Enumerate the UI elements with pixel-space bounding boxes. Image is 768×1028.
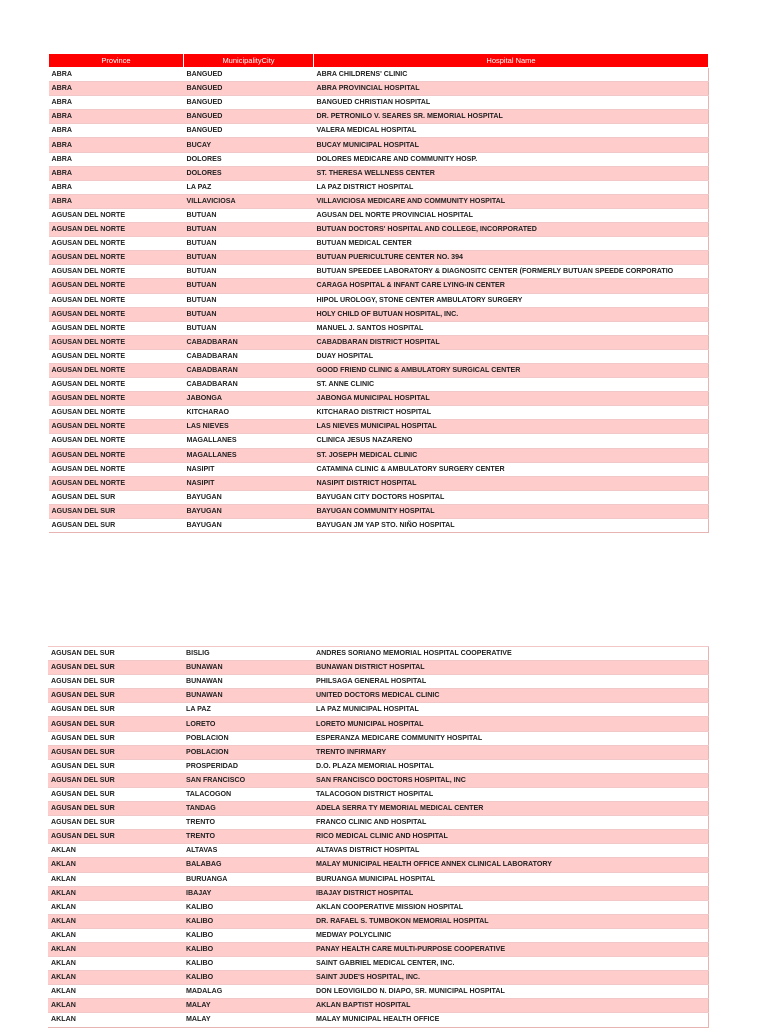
cell-province: AGUSAN DEL NORTE [49, 321, 184, 335]
cell-province: AGUSAN DEL NORTE [49, 265, 184, 279]
cell-province: AKLAN [48, 942, 183, 956]
header-hospital-name: Hospital Name [314, 54, 709, 68]
cell-municipality: BUNAWAN [183, 675, 313, 689]
table-row [49, 434, 709, 448]
cell-hospital-name: PHILSAGA GENERAL HOSPITAL [313, 675, 708, 689]
cell-hospital-name: DR. PETRONILO V. SEARES SR. MEMORIAL HOSPITAL [314, 110, 709, 124]
cell-municipality: MAGALLANES [184, 434, 314, 448]
cell-province: AKLAN [48, 844, 183, 858]
cell-municipality: BUTUAN [184, 251, 314, 265]
cell-municipality: BUTUAN [184, 208, 314, 222]
table-row [48, 971, 708, 985]
cell-municipality: POBLACION [183, 745, 313, 759]
cell-hospital-name: BANGUED CHRISTIAN HOSPITAL [314, 96, 709, 110]
cell-municipality: BANGUED [184, 82, 314, 96]
cell-province: AGUSAN DEL SUR [48, 703, 183, 717]
cell-municipality: LORETO [183, 717, 313, 731]
cell-province: AGUSAN DEL SUR [49, 490, 184, 504]
cell-hospital-name: ANDRES SORIANO MEMORIAL HOSPITAL COOPERATIVE [313, 647, 708, 661]
table-row [49, 265, 709, 279]
cell-province: AGUSAN DEL SUR [48, 675, 183, 689]
cell-hospital-name: DOLORES MEDICARE AND COMMUNITY HOSP. [314, 152, 709, 166]
cell-province: ABRA [49, 68, 184, 82]
cell-municipality: KITCHARAO [184, 406, 314, 420]
cell-province: AGUSAN DEL NORTE [49, 462, 184, 476]
table-row [48, 689, 708, 703]
table-row [49, 166, 709, 180]
table-body-bottom [48, 647, 708, 1028]
cell-municipality: PROSPERIDAD [183, 759, 313, 773]
cell-province: AGUSAN DEL NORTE [49, 307, 184, 321]
cell-province: AGUSAN DEL NORTE [49, 237, 184, 251]
cell-province: ABRA [49, 166, 184, 180]
cell-hospital-name: AKLAN COOPERATIVE MISSION HOSPITAL [313, 900, 708, 914]
table-row [49, 462, 709, 476]
table-row [48, 1013, 708, 1027]
cell-province: AGUSAN DEL NORTE [49, 378, 184, 392]
table-row [48, 787, 708, 801]
cell-province: AKLAN [48, 858, 183, 872]
cell-municipality: BUTUAN [184, 293, 314, 307]
cell-municipality: BAYUGAN [184, 519, 314, 533]
cell-province: AGUSAN DEL SUR [49, 504, 184, 518]
cell-municipality: KALIBO [183, 942, 313, 956]
cell-hospital-name: ABRA PROVINCIAL HOSPITAL [314, 82, 709, 96]
table-row [48, 661, 708, 675]
cell-province: AGUSAN DEL SUR [48, 717, 183, 731]
cell-municipality: POBLACION [183, 731, 313, 745]
cell-province: AGUSAN DEL NORTE [49, 251, 184, 265]
cell-hospital-name: CATAMINA CLINIC & AMBULATORY SURGERY CENTER [314, 462, 709, 476]
cell-hospital-name: LA PAZ MUNICIPAL HOSPITAL [313, 703, 708, 717]
table-row [49, 519, 709, 533]
cell-hospital-name: MALAY MUNICIPAL HEALTH OFFICE [313, 1013, 708, 1027]
cell-hospital-name: ABRA CHILDRENS' CLINIC [314, 68, 709, 82]
table-row [49, 194, 709, 208]
cell-province: AKLAN [48, 900, 183, 914]
cell-municipality: DOLORES [184, 166, 314, 180]
cell-hospital-name: D.O. PLAZA MEMORIAL HOSPITAL [313, 759, 708, 773]
table-row [48, 647, 708, 661]
cell-municipality: KALIBO [183, 971, 313, 985]
cell-province: ABRA [49, 138, 184, 152]
table-row [49, 420, 709, 434]
table-row [49, 504, 709, 518]
table-row [49, 335, 709, 349]
cell-hospital-name: SAINT JUDE'S HOSPITAL, INC. [313, 971, 708, 985]
cell-hospital-name: KITCHARAO DISTRICT HOSPITAL [314, 406, 709, 420]
cell-hospital-name: SAINT GABRIEL MEDICAL CENTER, INC. [313, 957, 708, 971]
header-row [49, 54, 709, 68]
cell-municipality: MAGALLANES [184, 448, 314, 462]
table-row [49, 96, 709, 110]
table-row [48, 773, 708, 787]
cell-municipality: BAYUGAN [184, 504, 314, 518]
cell-municipality: BANGUED [184, 68, 314, 82]
cell-hospital-name: ADELA SERRA TY MEMORIAL MEDICAL CENTER [313, 802, 708, 816]
cell-province: AGUSAN DEL SUR [48, 647, 183, 661]
cell-municipality: CABADBARAN [184, 349, 314, 363]
cell-municipality: TALACOGON [183, 787, 313, 801]
table-row [49, 349, 709, 363]
table-row [48, 816, 708, 830]
table-row [48, 858, 708, 872]
hospital-table-bottom [48, 646, 709, 1028]
cell-province: ABRA [49, 96, 184, 110]
cell-municipality: LA PAZ [184, 180, 314, 194]
cell-hospital-name: BAYUGAN COMMUNITY HOSPITAL [314, 504, 709, 518]
cell-province: AGUSAN DEL NORTE [49, 476, 184, 490]
cell-hospital-name: CABADBARAN DISTRICT HOSPITAL [314, 335, 709, 349]
cell-hospital-name: TRENTO INFIRMARY [313, 745, 708, 759]
table-row [48, 928, 708, 942]
cell-province: AGUSAN DEL NORTE [49, 392, 184, 406]
table-body-top [49, 68, 709, 533]
table-row [48, 886, 708, 900]
cell-province: AGUSAN DEL SUR [48, 731, 183, 745]
cell-municipality: IBAJAY [183, 886, 313, 900]
cell-hospital-name: LA PAZ DISTRICT HOSPITAL [314, 180, 709, 194]
table-row [49, 279, 709, 293]
cell-municipality: SAN FRANCISCO [183, 773, 313, 787]
cell-hospital-name: VILLAVICIOSA MEDICARE AND COMMUNITY HOSPITAL [314, 194, 709, 208]
cell-hospital-name: HOLY CHILD OF BUTUAN HOSPITAL, INC. [314, 307, 709, 321]
cell-hospital-name: PANAY HEALTH CARE MULTI-PURPOSE COOPERATIVE [313, 942, 708, 956]
table-row [49, 138, 709, 152]
cell-municipality: MADALAG [183, 985, 313, 999]
cell-hospital-name: FRANCO CLINIC AND HOSPITAL [313, 816, 708, 830]
cell-municipality: BALABAG [183, 858, 313, 872]
table-row [49, 82, 709, 96]
cell-hospital-name: ST. ANNE CLINIC [314, 378, 709, 392]
cell-province: AGUSAN DEL NORTE [49, 434, 184, 448]
cell-hospital-name: BUTUAN MEDICAL CENTER [314, 237, 709, 251]
cell-province: AGUSAN DEL NORTE [49, 335, 184, 349]
cell-hospital-name: RICO MEDICAL CLINIC AND HOSPITAL [313, 830, 708, 844]
cell-hospital-name: BUNAWAN DISTRICT HOSPITAL [313, 661, 708, 675]
table-row [48, 717, 708, 731]
cell-municipality: LA PAZ [183, 703, 313, 717]
cell-municipality: CABADBARAN [184, 335, 314, 349]
cell-province: AKLAN [48, 957, 183, 971]
cell-municipality: BAYUGAN [184, 490, 314, 504]
cell-hospital-name: MANUEL J. SANTOS HOSPITAL [314, 321, 709, 335]
cell-province: AKLAN [48, 985, 183, 999]
cell-hospital-name: TALACOGON DISTRICT HOSPITAL [313, 787, 708, 801]
table-row [49, 490, 709, 504]
cell-municipality: BUCAY [184, 138, 314, 152]
cell-hospital-name: BUCAY MUNICIPAL HOSPITAL [314, 138, 709, 152]
cell-municipality: BANGUED [184, 124, 314, 138]
cell-hospital-name: GOOD FRIEND CLINIC & AMBULATORY SURGICAL CENTER [314, 363, 709, 377]
cell-hospital-name: BUTUAN DOCTORS' HOSPITAL AND COLLEGE, INCORPORATED [314, 223, 709, 237]
cell-municipality: BUNAWAN [183, 689, 313, 703]
cell-municipality: BURUANGA [183, 872, 313, 886]
cell-province: ABRA [49, 194, 184, 208]
cell-province: AKLAN [48, 1013, 183, 1027]
cell-province: ABRA [49, 82, 184, 96]
cell-municipality: LAS NIEVES [184, 420, 314, 434]
cell-province: AGUSAN DEL SUR [48, 661, 183, 675]
cell-hospital-name: DUAY HOSPITAL [314, 349, 709, 363]
table-row [49, 110, 709, 124]
cell-hospital-name: IBAJAY DISTRICT HOSPITAL [313, 886, 708, 900]
cell-province: AGUSAN DEL NORTE [49, 363, 184, 377]
cell-municipality: NASIPIT [184, 476, 314, 490]
cell-municipality: TRENTO [183, 830, 313, 844]
table-row [48, 914, 708, 928]
table-row [49, 321, 709, 335]
cell-municipality: ALTAVAS [183, 844, 313, 858]
table-row [48, 844, 708, 858]
cell-province: AGUSAN DEL SUR [48, 802, 183, 816]
cell-hospital-name: LORETO MUNICIPAL HOSPITAL [313, 717, 708, 731]
cell-province: AKLAN [48, 886, 183, 900]
cell-municipality: TANDAG [183, 802, 313, 816]
cell-province: ABRA [49, 152, 184, 166]
cell-province: AGUSAN DEL NORTE [49, 208, 184, 222]
table-row [49, 363, 709, 377]
cell-province: AGUSAN DEL SUR [48, 830, 183, 844]
cell-hospital-name: DON LEOVIGILDO N. DIAPO, SR. MUNICIPAL HOSPITAL [313, 985, 708, 999]
table-row [49, 307, 709, 321]
cell-hospital-name: MALAY MUNICIPAL HEALTH OFFICE ANNEX CLINICAL LABORATORY [313, 858, 708, 872]
table-row [48, 759, 708, 773]
table-row [49, 476, 709, 490]
table-row [49, 152, 709, 166]
table-row [49, 392, 709, 406]
cell-municipality: NASIPIT [184, 462, 314, 476]
cell-hospital-name: UNITED DOCTORS MEDICAL CLINIC [313, 689, 708, 703]
cell-province: AKLAN [48, 872, 183, 886]
cell-province: AKLAN [48, 928, 183, 942]
cell-province: AGUSAN DEL SUR [48, 773, 183, 787]
cell-hospital-name: ST. THERESA WELLNESS CENTER [314, 166, 709, 180]
cell-municipality: BUTUAN [184, 307, 314, 321]
cell-municipality: MALAY [183, 1013, 313, 1027]
cell-municipality: CABADBARAN [184, 378, 314, 392]
table-row [48, 745, 708, 759]
cell-hospital-name: AGUSAN DEL NORTE PROVINCIAL HOSPITAL [314, 208, 709, 222]
table-row [48, 957, 708, 971]
table-row [49, 448, 709, 462]
table-row [48, 872, 708, 886]
cell-province: AGUSAN DEL SUR [48, 689, 183, 703]
cell-municipality: BUTUAN [184, 237, 314, 251]
cell-municipality: TRENTO [183, 816, 313, 830]
cell-municipality: VILLAVICIOSA [184, 194, 314, 208]
cell-province: AKLAN [48, 999, 183, 1013]
table-row [49, 251, 709, 265]
table-row [49, 406, 709, 420]
cell-hospital-name: SAN FRANCISCO DOCTORS HOSPITAL, INC [313, 773, 708, 787]
cell-province: AGUSAN DEL SUR [48, 816, 183, 830]
cell-hospital-name: BAYUGAN JM YAP STO. NIÑO HOSPITAL [314, 519, 709, 533]
header-province: Province [49, 54, 184, 68]
cell-municipality: JABONGA [184, 392, 314, 406]
cell-hospital-name: CARAGA HOSPITAL & INFANT CARE LYING-IN CENTER [314, 279, 709, 293]
cell-province: AGUSAN DEL NORTE [49, 279, 184, 293]
cell-province: AKLAN [48, 914, 183, 928]
cell-municipality: BUNAWAN [183, 661, 313, 675]
cell-province: AGUSAN DEL SUR [48, 759, 183, 773]
cell-municipality: BANGUED [184, 96, 314, 110]
cell-province: AGUSAN DEL NORTE [49, 349, 184, 363]
cell-municipality: KALIBO [183, 957, 313, 971]
cell-province: AGUSAN DEL NORTE [49, 293, 184, 307]
cell-hospital-name: BUTUAN SPEEDEE LABORATORY & DIAGNOSITC CENTER (FORMERLY BUTUAN SPEEDE CORPORATIO [314, 265, 709, 279]
table-row [48, 731, 708, 745]
cell-municipality: KALIBO [183, 914, 313, 928]
cell-province: ABRA [49, 124, 184, 138]
cell-hospital-name: JABONGA MUNICIPAL HOSPITAL [314, 392, 709, 406]
cell-hospital-name: BUTUAN PUERICULTURE CENTER NO. 394 [314, 251, 709, 265]
table-row [48, 802, 708, 816]
cell-province: AKLAN [48, 971, 183, 985]
cell-province: AGUSAN DEL SUR [48, 787, 183, 801]
cell-hospital-name: BURUANGA MUNICIPAL HOSPITAL [313, 872, 708, 886]
table-row [48, 830, 708, 844]
cell-municipality: DOLORES [184, 152, 314, 166]
table-row [49, 293, 709, 307]
table-row [48, 985, 708, 999]
header-municipality: MunicipalityCity [184, 54, 314, 68]
cell-hospital-name: DR. RAFAEL S. TUMBOKON MEMORIAL HOSPITAL [313, 914, 708, 928]
cell-hospital-name: LAS NIEVES MUNICIPAL HOSPITAL [314, 420, 709, 434]
cell-municipality: MALAY [183, 999, 313, 1013]
cell-hospital-name: ESPERANZA MEDICARE COMMUNITY HOSPITAL [313, 731, 708, 745]
cell-municipality: KALIBO [183, 928, 313, 942]
cell-province: AGUSAN DEL NORTE [49, 448, 184, 462]
cell-municipality: BANGUED [184, 110, 314, 124]
cell-municipality: BUTUAN [184, 223, 314, 237]
cell-province: AGUSAN DEL SUR [49, 519, 184, 533]
table-row [48, 999, 708, 1013]
cell-province: ABRA [49, 180, 184, 194]
cell-municipality: BUTUAN [184, 321, 314, 335]
cell-province: AGUSAN DEL NORTE [49, 406, 184, 420]
cell-municipality: BISLIG [183, 647, 313, 661]
cell-province: AGUSAN DEL NORTE [49, 223, 184, 237]
table-row [48, 703, 708, 717]
table-row [49, 68, 709, 82]
cell-hospital-name: ST. JOSEPH MEDICAL CLINIC [314, 448, 709, 462]
cell-hospital-name: HIPOL UROLOGY, STONE CENTER AMBULATORY SURGERY [314, 293, 709, 307]
cell-province: ABRA [49, 110, 184, 124]
cell-hospital-name: BAYUGAN CITY DOCTORS HOSPITAL [314, 490, 709, 504]
cell-hospital-name: AKLAN BAPTIST HOSPITAL [313, 999, 708, 1013]
table-row [49, 180, 709, 194]
cell-hospital-name: VALERA MEDICAL HOSPITAL [314, 124, 709, 138]
cell-hospital-name: NASIPIT DISTRICT HOSPITAL [314, 476, 709, 490]
table-row [49, 237, 709, 251]
table-row [48, 942, 708, 956]
cell-municipality: CABADBARAN [184, 363, 314, 377]
cell-municipality: KALIBO [183, 900, 313, 914]
table-row [49, 223, 709, 237]
cell-province: AGUSAN DEL SUR [48, 745, 183, 759]
cell-hospital-name: ALTAVAS DISTRICT HOSPITAL [313, 844, 708, 858]
table-row [49, 378, 709, 392]
table-row [48, 900, 708, 914]
table-row [49, 208, 709, 222]
table-row [48, 675, 708, 689]
table-row [49, 124, 709, 138]
cell-municipality: BUTUAN [184, 279, 314, 293]
hospital-table-top [48, 53, 709, 533]
cell-municipality: BUTUAN [184, 265, 314, 279]
cell-province: AGUSAN DEL NORTE [49, 420, 184, 434]
cell-hospital-name: CLINICA JESUS NAZARENO [314, 434, 709, 448]
cell-hospital-name: MEDWAY POLYCLINIC [313, 928, 708, 942]
